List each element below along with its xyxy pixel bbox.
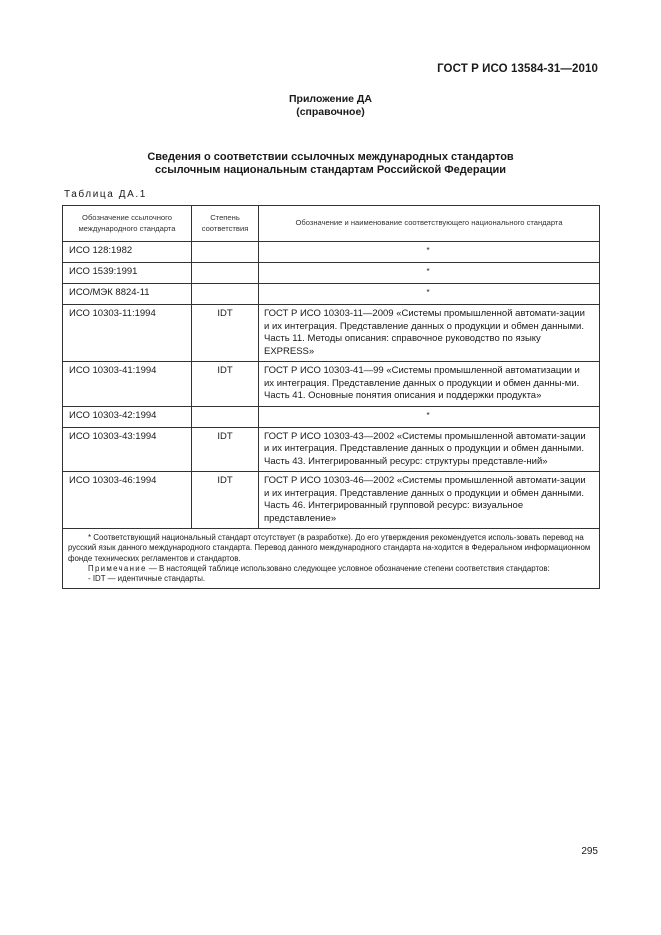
national-cell (259, 242, 600, 263)
national-cell: ГОСТ Р ИСО 10303-41—99 «Системы промышленной автоматизации и их интеграция. Представление данных о продукции и обмен данны-ми. Часть 41. Основные понятия описания и поддержки продукта» (259, 362, 600, 407)
footnote-marker: * (426, 288, 430, 297)
table-row (63, 263, 600, 284)
column-header-national: Обозначение и наименование соответствующего национального стандарта (259, 206, 600, 242)
table-row (63, 406, 600, 427)
degree-cell: IDT (192, 305, 259, 362)
appendix-title: Приложение ДА (289, 93, 372, 105)
column-header-reference: Обозначение ссылочного международного стандарта (63, 206, 192, 242)
note-item: - IDT — идентичные стандарты. (88, 574, 206, 584)
note-label: Примечание (88, 563, 147, 573)
note-text: — В настоящей таблице использовано следующее условное обозначение степени соответствия стандартов: (146, 563, 550, 573)
degree-cell: IDT (192, 472, 259, 529)
table-footnote (63, 529, 600, 589)
section-heading-line-1: Сведения о соответствии ссылочных международных стандартов (147, 151, 514, 163)
degree-cell (192, 263, 259, 284)
table-caption: Таблица ДА.1 (64, 189, 147, 200)
standard-code: ГОСТ Р ИСО 13584-31—2010 (437, 63, 598, 75)
reference-cell: ИСО/МЭК 8824-11 (63, 284, 192, 305)
table-row (63, 472, 600, 529)
reference-cell: ИСО 10303-41:1994 (63, 362, 192, 407)
note-paragraph (68, 564, 594, 574)
degree-cell (192, 406, 259, 427)
degree-cell (192, 284, 259, 305)
section-heading (0, 151, 661, 177)
appendix-subtitle: (справочное) (296, 105, 365, 118)
table-header-row (63, 206, 600, 242)
appendix-heading (0, 93, 661, 118)
column-header-degree: Степень соответствия (192, 206, 259, 242)
table-row (63, 284, 600, 305)
page-number: 295 (581, 846, 598, 857)
footnote-text: * Соответствующий национальный стандарт отсутствует (в разработке). До его утверждения рекомендуется исполь-зовать перевод на русский язык данного международного стандарта. Перевод данного международного стандарта на-ходится в Федеральном информационном фонде технических регламентов и стандартов. (68, 533, 591, 563)
national-cell (259, 284, 600, 305)
degree-cell (192, 242, 259, 263)
footnote-marker: * (426, 246, 430, 255)
national-cell: ГОСТ Р ИСО 10303-46—2002 «Системы промышленной автомати-зации и их интеграция. Представление данных о продукции и обмен данными. Часть 46. Интегрированный групповой ресурс: визуальное представление» (259, 472, 600, 529)
footnote-marker: * (426, 410, 430, 420)
reference-cell: ИСО 10303-43:1994 (63, 427, 192, 472)
table-footnote-row (63, 529, 600, 589)
degree-cell: IDT (192, 427, 259, 472)
national-cell: ГОСТ Р ИСО 10303-43—2002 «Системы промышленной автомати-зации и их интеграция. Представление данных о продукции и обмен данными. Часть 43. Интегрированный ресурс: структуры представле-ний» (259, 427, 600, 472)
degree-cell: IDT (192, 362, 259, 407)
national-cell (259, 406, 600, 427)
reference-cell: ИСО 1539:1991 (63, 263, 192, 284)
reference-cell: ИСО 10303-46:1994 (63, 472, 192, 529)
table-row (63, 427, 600, 472)
footnote-marker: * (426, 267, 430, 276)
correspondence-table (62, 205, 600, 589)
national-cell (259, 263, 600, 284)
table-row (63, 362, 600, 407)
table-row (63, 242, 600, 263)
table-row (63, 305, 600, 362)
reference-cell: ИСО 10303-11:1994 (63, 305, 192, 362)
section-heading-line-2: ссылочным национальным стандартам Российской Федерации (154, 164, 507, 176)
reference-cell: ИСО 10303-42:1994 (63, 406, 192, 427)
national-cell: ГОСТ Р ИСО 10303-11—2009 «Системы промышленной автомати-зации и их интеграция. Представление данных о продукции и обмен данными. Часть 11. Методы описания: справочное руководство по языку EXPRESS» (259, 305, 600, 362)
reference-cell: ИСО 128:1982 (63, 242, 192, 263)
